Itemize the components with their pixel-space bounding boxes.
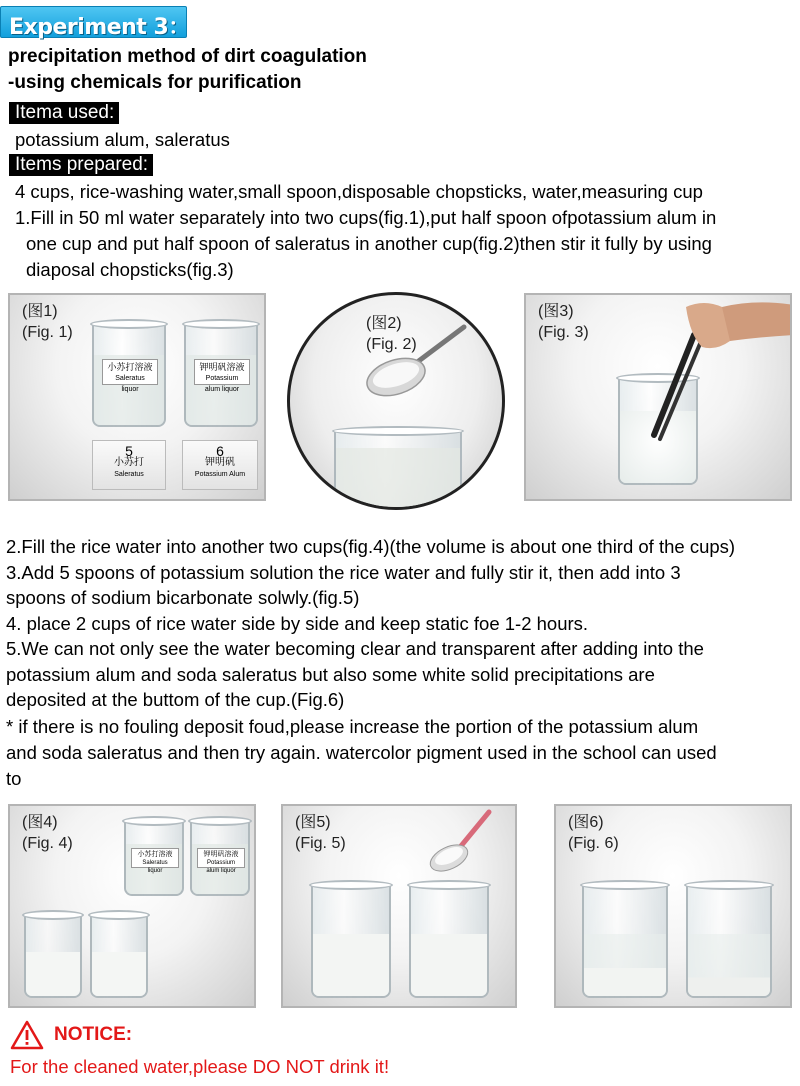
figure-6-caption-en: (Fig. 6) (568, 835, 619, 852)
figure-5 (281, 804, 517, 1008)
experiment-banner (0, 6, 190, 40)
figure-6 (554, 804, 792, 1008)
beaker-label-saleratus: 小苏打溶液 Saleratus liquor (102, 359, 158, 385)
figure-4-caption-en: (Fig. 4) (22, 835, 73, 852)
beaker-fig4-rice-water-right (90, 914, 148, 998)
banner-text: Experiment 3： (9, 15, 190, 40)
step-3-line-1: 3.Add 5 spoons of potassium solution the rice water and fully stir it, then add into 3 (6, 562, 681, 583)
step-5-line-1: 5.We can not only see the water becoming clear and transparent after adding into the (6, 638, 704, 659)
step-5-line-3: deposited at the buttom of the cup.(Fig.6) (6, 689, 345, 710)
figure-1-caption-en: (Fig. 1) (22, 324, 73, 341)
items-prepared-text: 4 cups, rice-washing water,small spoon,disposable chopsticks, water,measuring cup (15, 181, 703, 202)
figure-2 (287, 292, 505, 510)
step-1-line-3: diaposal chopsticks(fig.3) (26, 259, 234, 280)
figure-4 (8, 804, 256, 1008)
figure-5-caption-cn: (图5) (295, 814, 331, 831)
figure-2-caption-cn: (图2) (366, 315, 402, 332)
figure-4-caption-cn: (图4) (22, 814, 58, 831)
figure-3-caption-cn: (图3) (538, 303, 574, 320)
step-2: 2.Fill the rice water into another two cups(fig.4)(the volume is about one third of the cups) (6, 536, 736, 557)
beaker-fig6-right (686, 884, 772, 998)
beaker-saleratus (92, 323, 166, 427)
figure-4-caption (22, 812, 73, 854)
beaker-potassium-alum (184, 323, 258, 427)
beaker-fig4-back-right (190, 820, 250, 896)
beaker-label-fig4-saleratus: 小苏打溶液 Saleratus liquor (131, 848, 179, 868)
items-used-label: Itema used: (9, 102, 119, 124)
beaker-fig4-back-left (124, 820, 184, 896)
notice-title: NOTICE: (54, 1024, 133, 1045)
figure-1 (8, 293, 266, 501)
figure-3 (524, 293, 792, 501)
items-used-text: potassium alum, saleratus (15, 129, 230, 150)
beaker-fig5-right (409, 884, 489, 998)
beaker-fig5-left (311, 884, 391, 998)
step-5-line-2: potassium alum and soda saleratus but also some white solid precipitations are (6, 664, 655, 685)
note-line-3: to (6, 768, 22, 789)
beaker-label-potassium-alum: 钾明矾溶液 Potassium alum liquor (194, 359, 250, 385)
note-line-1: * if there is no fouling deposit foud,please increase the portion of the potassium alum (6, 716, 699, 737)
items-prepared-label: Items prepared: (9, 154, 153, 176)
note-line-2: and soda saleratus and then try again. watercolor pigment used in the school can used (6, 742, 717, 763)
warning-triangle-icon (10, 1020, 44, 1050)
notice-text: For the cleaned water,please DO NOT drink it! (10, 1056, 390, 1077)
step-1-line-1: 1.Fill in 50 ml water separately into two cups(fig.1),put half spoon ofpotassium alum in (15, 207, 717, 228)
beaker-fig6-left (582, 884, 668, 998)
figure-6-caption-cn: (图6) (568, 814, 604, 831)
title-line-1: precipitation method of dirt coagulation (8, 46, 367, 67)
hand-stirring-chopsticks (526, 295, 792, 501)
packet-potassium-alum: 6 钾明矾 Potassium Alum (182, 440, 258, 490)
figure-6-caption (568, 812, 619, 854)
figure-2-caption-en: (Fig. 2) (366, 336, 417, 353)
step-1-line-2: one cup and put half spoon of saleratus in another cup(fig.2)then stir it fully by using (26, 233, 712, 254)
title-line-2: -using chemicals for purification (8, 72, 302, 93)
beaker-fig4-rice-water-left (24, 914, 82, 998)
beaker-label-fig4-potassium-alum: 钾明矾溶液 Potassium alum liquor (197, 848, 245, 868)
figure-3-caption-en: (Fig. 3) (538, 324, 589, 341)
packet-saleratus: 5 小苏打 Saleratus (92, 440, 166, 490)
step-4: 4. place 2 cups of rice water side by side and keep static foe 1-2 hours. (6, 613, 589, 634)
beaker-fig2 (334, 430, 462, 510)
figure-1-caption-cn: (图1) (22, 303, 58, 320)
figure-1-caption (22, 301, 73, 343)
figure-5-caption-en: (Fig. 5) (295, 835, 346, 852)
step-3-line-2: spoons of sodium bicarbonate solwly.(fig.5) (6, 587, 360, 608)
